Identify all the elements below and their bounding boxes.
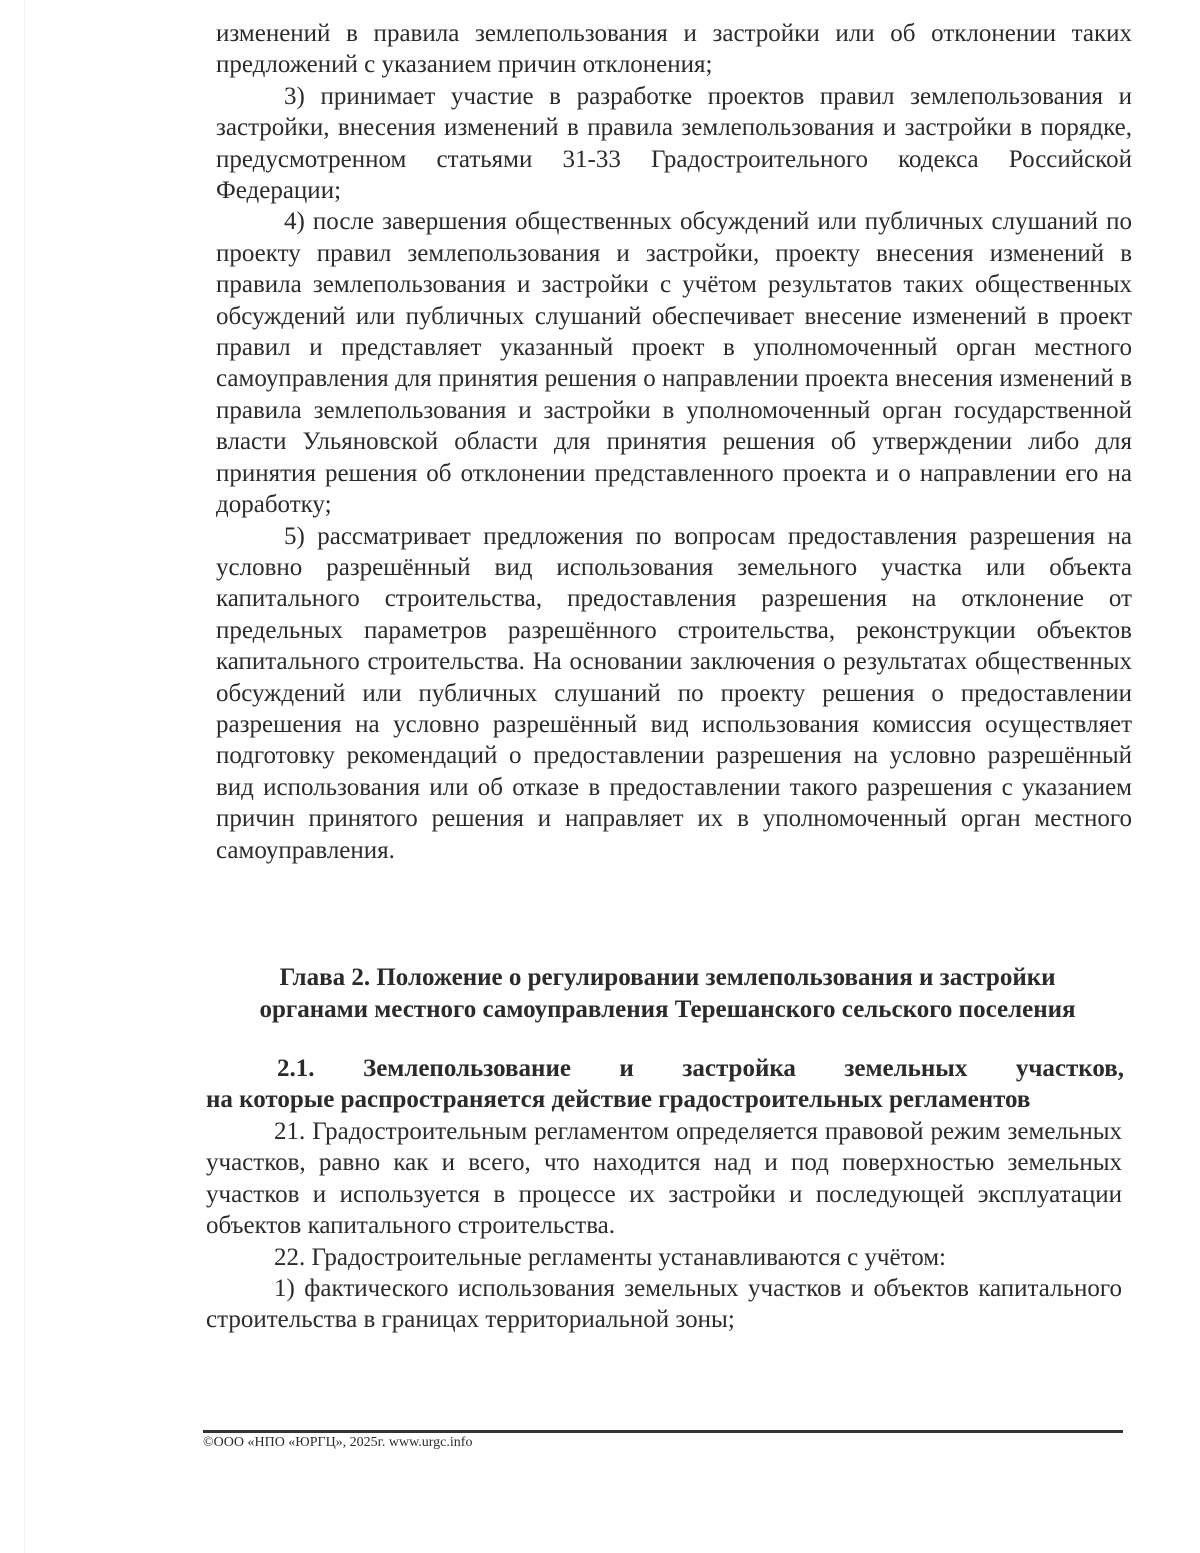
section-heading-line-1: 2.1. Землепользование и застройка земельных участков, xyxy=(277,1055,1124,1082)
footer-copyright: ©ООО «НПО «ЮРГЦ», 2025г. www.urgc.info xyxy=(203,1435,473,1450)
section-heading-line-2: на которые распространяется действие градостроительных регламентов xyxy=(206,1086,1031,1113)
footer-divider xyxy=(203,1430,1123,1433)
body-text-top xyxy=(216,18,1132,866)
list-item-1: 1) фактического использования земельных участков и объектов капитального строительства в границах территориальной зоны; xyxy=(206,1275,1122,1334)
section-heading xyxy=(206,1053,1124,1115)
list-item-5: 5) рассматривает предложения по вопросам предоставления разрешения на условно разрешённый вид использования земельного участка или объекта капитального строительства, предоставления разрешения на отклонение от предельных параметров разрешённого строительства, реконструкции объектов капитального строительства. На основании заключения о результатах общественных обсуждений или публичных слушаний по проекту решения о предоставлении разрешения на условно разрешённый вид использования комиссия осуществляет подготовку рекомендаций о предоставлении разрешения на условно разрешённый вид использования или об отказе в предоставлении такого разрешения с указанием причин принятого решения и направляет их в уполномоченный орган местного самоуправления. xyxy=(216,522,1132,864)
scan-edge xyxy=(24,0,25,1553)
paragraph-continuation: изменений в правила землепользования и застройки или об отклонении таких предложений с указанием причин отклонения; xyxy=(216,20,1132,79)
paragraph-22: 22. Градостроительные регламенты устанавливаются с учётом: xyxy=(274,1243,946,1271)
body-text-bottom xyxy=(206,1116,1122,1336)
list-item-3: 3) принимает участие в разработке проектов правил землепользования и застройки, внесения изменений в правила землепользования и застройки в порядке, предусмотренном статьями 31-33 Градостроительного кодекса Российской Федерации; xyxy=(216,82,1132,205)
chapter-heading xyxy=(200,962,1135,1025)
list-item-4: 4) после завершения общественных обсуждений или публичных слушаний по проекту правил землепользования и застройки, проекту внесения изменений в правила землепользования и застройки с учётом результатов таких общественных обсуждений или публичных слушаний обеспечивает внесение изменений в проект правил и представляет указанный проект в уполномоченный орган местного самоуправления для принятия решения о направлении проекта внесения изменений в правила землепользования и застройки в уполномоченный орган государственной власти Ульяновской области для принятия решения об утверждении либо для принятия решения об отклонении представленного проекта и о направлении его на доработку; xyxy=(216,208,1132,519)
paragraph-21: 21. Градостроительным регламентом определяется правовой режим земельных участков, равно как и всего, что находится над и под поверхностью земельных участков и используется в процессе их застройки и последующей эксплуатации объектов капитального строительства. xyxy=(206,1118,1122,1240)
chapter-heading-line-1: Глава 2. Положение о регулировании землепользования и застройки xyxy=(279,964,1056,991)
chapter-heading-line-2: органами местного самоуправления Терешанского сельского поселения xyxy=(259,995,1076,1023)
